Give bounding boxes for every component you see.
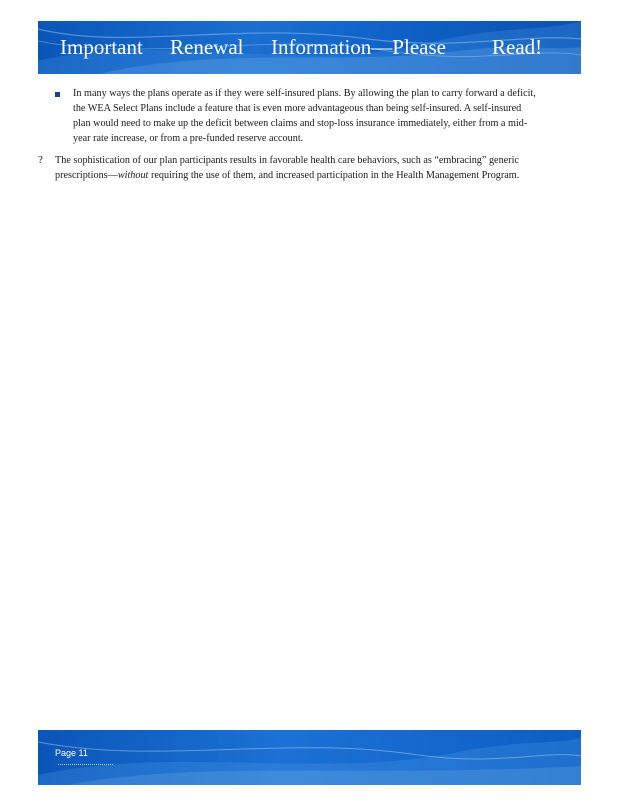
- question-bullet-icon: ?: [38, 154, 43, 166]
- bullet-text-line: the WEA Select Plans include a feature that is even more advantageous than being self-insured. A self-insured: [73, 103, 522, 114]
- banner-title-word: Important: [60, 35, 143, 59]
- banner-title-word: Information—Please: [271, 35, 446, 59]
- bullet-text-line: year rate increase, or from a pre-funded reserve account.: [73, 133, 304, 144]
- banner-title-word: Renewal: [170, 35, 244, 59]
- footer-banner: [38, 730, 581, 785]
- square-bullet-icon: [55, 92, 60, 97]
- bullet-item: [0, 153, 618, 185]
- bullet-text-segment: prescriptions—: [55, 170, 118, 181]
- bullet-item: [0, 86, 618, 148]
- page-number: Page 11: [55, 748, 88, 758]
- footer-wave-graphic: [38, 730, 581, 785]
- bullet-text-line: plan would need to make up the deficit between claims and stop-loss insurance immediately, either from a mid-: [73, 118, 528, 129]
- emphasis-text: without: [117, 170, 149, 181]
- header-banner: [38, 21, 581, 74]
- banner-title-word: Read!: [492, 35, 543, 59]
- bullet-text-line: [55, 168, 519, 183]
- bullet-text-segment: requiring the use of them, and increased participation in the Health Management Program.: [148, 170, 520, 181]
- bullet-text-line: The sophistication of our plan participants results in favorable health care behaviors, such as “embracing” generic: [55, 155, 519, 166]
- bullet-text-line: In many ways the plans operate as if they were self-insured plans. By allowing the plan to carry forward a deficit,: [73, 88, 536, 99]
- footer-divider: [58, 761, 113, 765]
